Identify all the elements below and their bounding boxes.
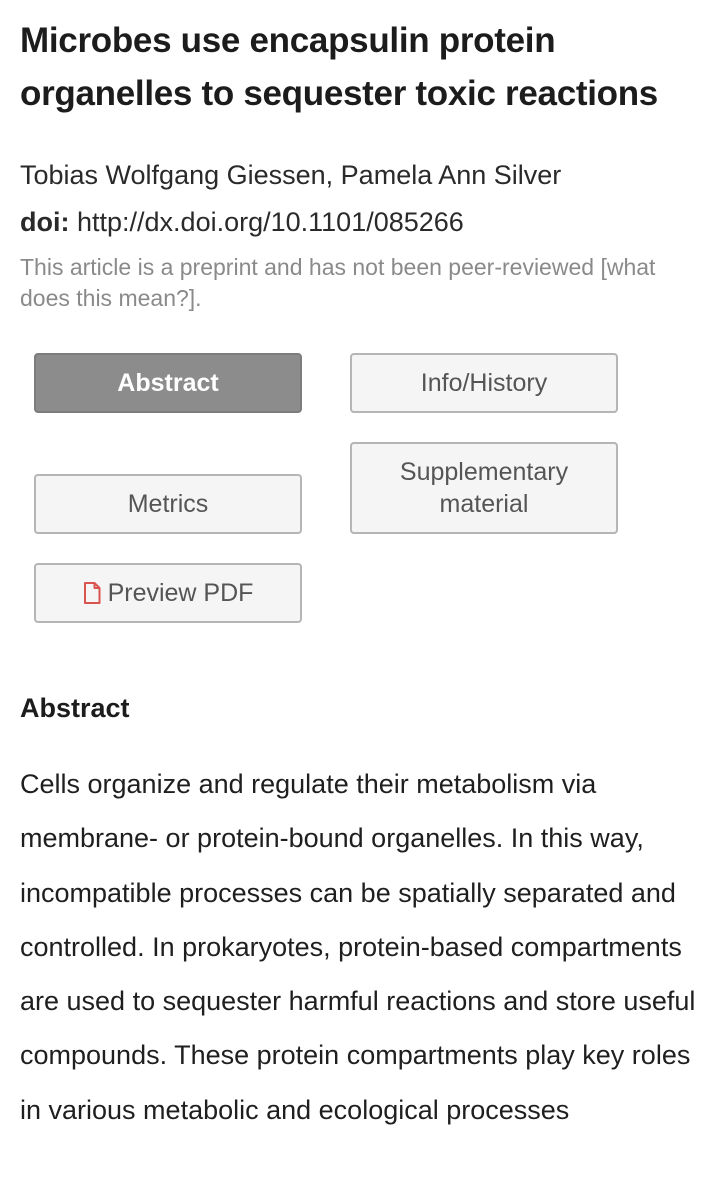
info-history-tab-button[interactable] — [350, 353, 618, 413]
supplementary-material-tab-label: Supplementary material — [399, 458, 569, 518]
preview-pdf-label: Preview PDF — [107, 579, 254, 607]
preprint-note-text: This article is a preprint and has not been peer-reviewed — [20, 254, 601, 280]
preprint-note — [20, 252, 700, 314]
metrics-tab-button[interactable] — [34, 474, 302, 534]
info-history-tab-label: Info/History — [420, 369, 548, 397]
preview-pdf-button[interactable] — [34, 563, 302, 623]
supplementary-material-tab-button[interactable] — [350, 442, 618, 534]
abstract-heading: Abstract — [20, 693, 130, 723]
metrics-tab-label: Metrics — [127, 490, 209, 518]
article-title: Microbes use encapsulin protein organelles to sequester toxic reactions — [20, 21, 658, 113]
preprint-note-end: . — [195, 285, 202, 311]
file-pdf-icon — [83, 582, 101, 604]
article-authors: Tobias Wolfgang Giessen, Pamela Ann Silver — [20, 160, 562, 190]
abstract-tab-label: Abstract — [117, 369, 219, 397]
doi-label: doi: — [20, 207, 70, 237]
doi-link[interactable]: http://dx.doi.org/10.1101/085266 — [77, 207, 464, 237]
what-does-this-mean-link[interactable]: [what does this mean?] — [20, 254, 656, 311]
doi-line — [20, 202, 464, 242]
abstract-tab-button[interactable] — [34, 353, 302, 413]
abstract-text: Cells organize and regulate their metabolism via membrane- or protein-bound organelles. In this way, incompatible processes can be spatially separated and controlled. In prokaryotes, protein-based compartments are used to sequester harmful reactions and store useful compounds. These protein compartments play key roles in various metabolic and ecological processes — [20, 769, 696, 1125]
article-page — [20, 0, 710, 1200]
